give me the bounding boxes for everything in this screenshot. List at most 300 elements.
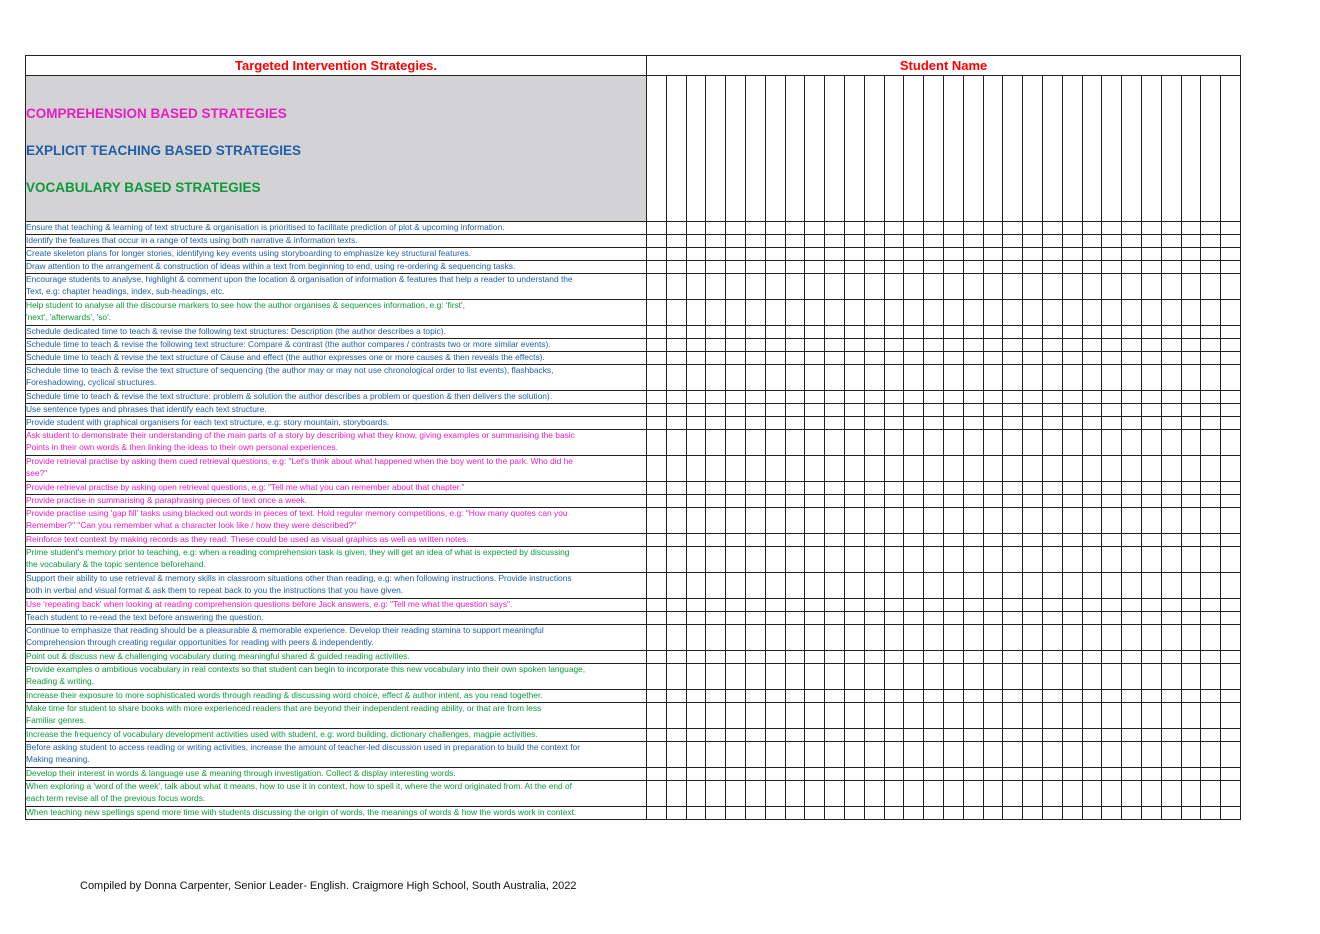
checkbox-cell[interactable] bbox=[1003, 274, 1023, 300]
checkbox-cell[interactable] bbox=[1141, 391, 1161, 404]
checkbox-cell[interactable] bbox=[1042, 339, 1062, 352]
checkbox-cell[interactable] bbox=[1161, 261, 1181, 274]
checkbox-cell[interactable] bbox=[1181, 391, 1201, 404]
checkbox-cell[interactable] bbox=[785, 495, 805, 508]
checkbox-cell[interactable] bbox=[1122, 430, 1142, 456]
checkbox-cell[interactable] bbox=[1201, 391, 1221, 404]
checkbox-cell[interactable] bbox=[983, 690, 1003, 703]
checkbox-cell[interactable] bbox=[1201, 599, 1221, 612]
checkbox-cell[interactable] bbox=[844, 391, 864, 404]
checkbox-cell[interactable] bbox=[1102, 573, 1122, 599]
checkbox-cell[interactable] bbox=[805, 482, 825, 495]
checkbox-cell[interactable] bbox=[943, 612, 963, 625]
checkbox-cell[interactable] bbox=[745, 612, 765, 625]
checkbox-cell[interactable] bbox=[943, 300, 963, 326]
checkbox-cell[interactable] bbox=[1122, 339, 1142, 352]
checkbox-cell[interactable] bbox=[1003, 508, 1023, 534]
checkbox-cell[interactable] bbox=[1161, 404, 1181, 417]
checkbox-cell[interactable] bbox=[983, 703, 1003, 729]
checkbox-cell[interactable] bbox=[825, 300, 845, 326]
checkbox-cell[interactable] bbox=[1122, 781, 1142, 807]
checkbox-cell[interactable] bbox=[1201, 625, 1221, 651]
checkbox-cell[interactable] bbox=[1102, 807, 1122, 820]
checkbox-cell[interactable] bbox=[686, 495, 706, 508]
checkbox-cell[interactable] bbox=[805, 326, 825, 339]
checkbox-cell[interactable] bbox=[904, 703, 924, 729]
checkbox-cell[interactable] bbox=[1042, 781, 1062, 807]
checkbox-cell[interactable] bbox=[1023, 690, 1043, 703]
checkbox-cell[interactable] bbox=[1003, 664, 1023, 690]
checkbox-cell[interactable] bbox=[884, 391, 904, 404]
checkbox-cell[interactable] bbox=[1221, 729, 1241, 742]
checkbox-cell[interactable] bbox=[726, 417, 746, 430]
checkbox-cell[interactable] bbox=[1082, 417, 1102, 430]
checkbox-cell[interactable] bbox=[1122, 495, 1142, 508]
checkbox-cell[interactable] bbox=[706, 664, 726, 690]
checkbox-cell[interactable] bbox=[943, 339, 963, 352]
checkbox-cell[interactable] bbox=[745, 456, 765, 482]
checkbox-cell[interactable] bbox=[924, 703, 944, 729]
checkbox-cell[interactable] bbox=[1023, 365, 1043, 391]
checkbox-cell[interactable] bbox=[864, 742, 884, 768]
checkbox-cell[interactable] bbox=[1181, 222, 1201, 235]
checkbox-cell[interactable] bbox=[686, 248, 706, 261]
checkbox-cell[interactable] bbox=[805, 235, 825, 248]
checkbox-cell[interactable] bbox=[647, 482, 667, 495]
checkbox-cell[interactable] bbox=[706, 612, 726, 625]
student-name-cell[interactable] bbox=[686, 76, 706, 222]
checkbox-cell[interactable] bbox=[825, 612, 845, 625]
checkbox-cell[interactable] bbox=[825, 326, 845, 339]
checkbox-cell[interactable] bbox=[785, 235, 805, 248]
checkbox-cell[interactable] bbox=[943, 625, 963, 651]
checkbox-cell[interactable] bbox=[765, 495, 785, 508]
checkbox-cell[interactable] bbox=[647, 261, 667, 274]
checkbox-cell[interactable] bbox=[1221, 456, 1241, 482]
checkbox-cell[interactable] bbox=[1161, 430, 1181, 456]
checkbox-cell[interactable] bbox=[686, 625, 706, 651]
checkbox-cell[interactable] bbox=[963, 391, 983, 404]
checkbox-cell[interactable] bbox=[785, 573, 805, 599]
checkbox-cell[interactable] bbox=[864, 352, 884, 365]
checkbox-cell[interactable] bbox=[785, 222, 805, 235]
checkbox-cell[interactable] bbox=[884, 222, 904, 235]
checkbox-cell[interactable] bbox=[1102, 326, 1122, 339]
checkbox-cell[interactable] bbox=[1023, 404, 1043, 417]
checkbox-cell[interactable] bbox=[1141, 547, 1161, 573]
checkbox-cell[interactable] bbox=[983, 651, 1003, 664]
checkbox-cell[interactable] bbox=[726, 365, 746, 391]
checkbox-cell[interactable] bbox=[706, 404, 726, 417]
checkbox-cell[interactable] bbox=[785, 742, 805, 768]
checkbox-cell[interactable] bbox=[1003, 352, 1023, 365]
checkbox-cell[interactable] bbox=[666, 664, 686, 690]
checkbox-cell[interactable] bbox=[884, 235, 904, 248]
checkbox-cell[interactable] bbox=[1003, 391, 1023, 404]
checkbox-cell[interactable] bbox=[963, 547, 983, 573]
checkbox-cell[interactable] bbox=[963, 235, 983, 248]
checkbox-cell[interactable] bbox=[745, 261, 765, 274]
checkbox-cell[interactable] bbox=[666, 508, 686, 534]
checkbox-cell[interactable] bbox=[1082, 612, 1102, 625]
checkbox-cell[interactable] bbox=[1161, 235, 1181, 248]
checkbox-cell[interactable] bbox=[765, 612, 785, 625]
checkbox-cell[interactable] bbox=[1003, 547, 1023, 573]
checkbox-cell[interactable] bbox=[785, 482, 805, 495]
checkbox-cell[interactable] bbox=[1221, 742, 1241, 768]
checkbox-cell[interactable] bbox=[844, 729, 864, 742]
checkbox-cell[interactable] bbox=[963, 326, 983, 339]
checkbox-cell[interactable] bbox=[1181, 339, 1201, 352]
checkbox-cell[interactable] bbox=[924, 651, 944, 664]
checkbox-cell[interactable] bbox=[983, 417, 1003, 430]
checkbox-cell[interactable] bbox=[1122, 326, 1142, 339]
checkbox-cell[interactable] bbox=[924, 781, 944, 807]
checkbox-cell[interactable] bbox=[983, 261, 1003, 274]
checkbox-cell[interactable] bbox=[864, 404, 884, 417]
checkbox-cell[interactable] bbox=[943, 326, 963, 339]
checkbox-cell[interactable] bbox=[884, 456, 904, 482]
checkbox-cell[interactable] bbox=[785, 339, 805, 352]
checkbox-cell[interactable] bbox=[904, 235, 924, 248]
checkbox-cell[interactable] bbox=[884, 664, 904, 690]
checkbox-cell[interactable] bbox=[904, 482, 924, 495]
checkbox-cell[interactable] bbox=[1062, 651, 1082, 664]
checkbox-cell[interactable] bbox=[1161, 612, 1181, 625]
checkbox-cell[interactable] bbox=[805, 300, 825, 326]
checkbox-cell[interactable] bbox=[1023, 482, 1043, 495]
checkbox-cell[interactable] bbox=[983, 430, 1003, 456]
checkbox-cell[interactable] bbox=[1023, 300, 1043, 326]
checkbox-cell[interactable] bbox=[1062, 482, 1082, 495]
checkbox-cell[interactable] bbox=[745, 651, 765, 664]
checkbox-cell[interactable] bbox=[647, 781, 667, 807]
checkbox-cell[interactable] bbox=[924, 391, 944, 404]
checkbox-cell[interactable] bbox=[706, 768, 726, 781]
checkbox-cell[interactable] bbox=[785, 326, 805, 339]
checkbox-cell[interactable] bbox=[647, 456, 667, 482]
checkbox-cell[interactable] bbox=[1003, 807, 1023, 820]
checkbox-cell[interactable] bbox=[943, 651, 963, 664]
checkbox-cell[interactable] bbox=[1181, 482, 1201, 495]
checkbox-cell[interactable] bbox=[1102, 365, 1122, 391]
checkbox-cell[interactable] bbox=[1122, 391, 1142, 404]
checkbox-cell[interactable] bbox=[805, 729, 825, 742]
checkbox-cell[interactable] bbox=[943, 573, 963, 599]
checkbox-cell[interactable] bbox=[864, 248, 884, 261]
checkbox-cell[interactable] bbox=[1181, 703, 1201, 729]
checkbox-cell[interactable] bbox=[1003, 729, 1023, 742]
checkbox-cell[interactable] bbox=[1201, 404, 1221, 417]
checkbox-cell[interactable] bbox=[864, 729, 884, 742]
checkbox-cell[interactable] bbox=[666, 690, 686, 703]
checkbox-cell[interactable] bbox=[1161, 456, 1181, 482]
checkbox-cell[interactable] bbox=[943, 807, 963, 820]
checkbox-cell[interactable] bbox=[686, 807, 706, 820]
checkbox-cell[interactable] bbox=[805, 365, 825, 391]
checkbox-cell[interactable] bbox=[706, 495, 726, 508]
checkbox-cell[interactable] bbox=[745, 690, 765, 703]
checkbox-cell[interactable] bbox=[1141, 703, 1161, 729]
checkbox-cell[interactable] bbox=[1122, 404, 1142, 417]
checkbox-cell[interactable] bbox=[745, 222, 765, 235]
checkbox-cell[interactable] bbox=[647, 703, 667, 729]
checkbox-cell[interactable] bbox=[825, 495, 845, 508]
checkbox-cell[interactable] bbox=[1201, 326, 1221, 339]
checkbox-cell[interactable] bbox=[1042, 222, 1062, 235]
checkbox-cell[interactable] bbox=[1122, 534, 1142, 547]
checkbox-cell[interactable] bbox=[1161, 300, 1181, 326]
checkbox-cell[interactable] bbox=[1023, 612, 1043, 625]
checkbox-cell[interactable] bbox=[666, 781, 686, 807]
checkbox-cell[interactable] bbox=[963, 482, 983, 495]
checkbox-cell[interactable] bbox=[686, 729, 706, 742]
checkbox-cell[interactable] bbox=[844, 222, 864, 235]
checkbox-cell[interactable] bbox=[745, 495, 765, 508]
checkbox-cell[interactable] bbox=[1102, 768, 1122, 781]
checkbox-cell[interactable] bbox=[1201, 365, 1221, 391]
checkbox-cell[interactable] bbox=[706, 365, 726, 391]
checkbox-cell[interactable] bbox=[1062, 365, 1082, 391]
checkbox-cell[interactable] bbox=[686, 534, 706, 547]
checkbox-cell[interactable] bbox=[1003, 248, 1023, 261]
checkbox-cell[interactable] bbox=[785, 612, 805, 625]
checkbox-cell[interactable] bbox=[864, 573, 884, 599]
checkbox-cell[interactable] bbox=[864, 391, 884, 404]
checkbox-cell[interactable] bbox=[726, 339, 746, 352]
checkbox-cell[interactable] bbox=[1062, 456, 1082, 482]
checkbox-cell[interactable] bbox=[904, 391, 924, 404]
checkbox-cell[interactable] bbox=[825, 261, 845, 274]
checkbox-cell[interactable] bbox=[1042, 612, 1062, 625]
checkbox-cell[interactable] bbox=[943, 352, 963, 365]
checkbox-cell[interactable] bbox=[1082, 248, 1102, 261]
checkbox-cell[interactable] bbox=[706, 391, 726, 404]
checkbox-cell[interactable] bbox=[686, 339, 706, 352]
checkbox-cell[interactable] bbox=[1023, 274, 1043, 300]
checkbox-cell[interactable] bbox=[686, 326, 706, 339]
checkbox-cell[interactable] bbox=[666, 573, 686, 599]
checkbox-cell[interactable] bbox=[1122, 352, 1142, 365]
student-name-cell[interactable] bbox=[1122, 76, 1142, 222]
checkbox-cell[interactable] bbox=[943, 365, 963, 391]
checkbox-cell[interactable] bbox=[706, 599, 726, 612]
checkbox-cell[interactable] bbox=[1201, 222, 1221, 235]
checkbox-cell[interactable] bbox=[884, 365, 904, 391]
checkbox-cell[interactable] bbox=[825, 547, 845, 573]
checkbox-cell[interactable] bbox=[666, 807, 686, 820]
checkbox-cell[interactable] bbox=[1082, 599, 1102, 612]
checkbox-cell[interactable] bbox=[844, 235, 864, 248]
checkbox-cell[interactable] bbox=[884, 300, 904, 326]
checkbox-cell[interactable] bbox=[785, 456, 805, 482]
checkbox-cell[interactable] bbox=[1003, 300, 1023, 326]
checkbox-cell[interactable] bbox=[805, 599, 825, 612]
checkbox-cell[interactable] bbox=[943, 664, 963, 690]
checkbox-cell[interactable] bbox=[844, 781, 864, 807]
checkbox-cell[interactable] bbox=[1221, 248, 1241, 261]
checkbox-cell[interactable] bbox=[1221, 391, 1241, 404]
checkbox-cell[interactable] bbox=[647, 495, 667, 508]
checkbox-cell[interactable] bbox=[1042, 235, 1062, 248]
checkbox-cell[interactable] bbox=[1023, 651, 1043, 664]
checkbox-cell[interactable] bbox=[864, 274, 884, 300]
checkbox-cell[interactable] bbox=[1062, 625, 1082, 651]
checkbox-cell[interactable] bbox=[963, 495, 983, 508]
checkbox-cell[interactable] bbox=[963, 222, 983, 235]
checkbox-cell[interactable] bbox=[726, 573, 746, 599]
checkbox-cell[interactable] bbox=[943, 729, 963, 742]
checkbox-cell[interactable] bbox=[1161, 274, 1181, 300]
checkbox-cell[interactable] bbox=[884, 703, 904, 729]
checkbox-cell[interactable] bbox=[1201, 781, 1221, 807]
checkbox-cell[interactable] bbox=[864, 768, 884, 781]
checkbox-cell[interactable] bbox=[844, 534, 864, 547]
checkbox-cell[interactable] bbox=[1062, 430, 1082, 456]
checkbox-cell[interactable] bbox=[884, 651, 904, 664]
checkbox-cell[interactable] bbox=[686, 742, 706, 768]
checkbox-cell[interactable] bbox=[1023, 235, 1043, 248]
checkbox-cell[interactable] bbox=[983, 222, 1003, 235]
checkbox-cell[interactable] bbox=[805, 690, 825, 703]
checkbox-cell[interactable] bbox=[1062, 768, 1082, 781]
student-name-cell[interactable] bbox=[805, 76, 825, 222]
checkbox-cell[interactable] bbox=[1141, 690, 1161, 703]
student-name-cell[interactable] bbox=[825, 76, 845, 222]
checkbox-cell[interactable] bbox=[745, 235, 765, 248]
checkbox-cell[interactable] bbox=[1003, 417, 1023, 430]
checkbox-cell[interactable] bbox=[745, 781, 765, 807]
checkbox-cell[interactable] bbox=[1042, 625, 1062, 651]
checkbox-cell[interactable] bbox=[686, 547, 706, 573]
checkbox-cell[interactable] bbox=[1102, 651, 1122, 664]
checkbox-cell[interactable] bbox=[1023, 534, 1043, 547]
checkbox-cell[interactable] bbox=[745, 664, 765, 690]
checkbox-cell[interactable] bbox=[884, 326, 904, 339]
checkbox-cell[interactable] bbox=[1062, 508, 1082, 534]
checkbox-cell[interactable] bbox=[1141, 235, 1161, 248]
checkbox-cell[interactable] bbox=[1181, 417, 1201, 430]
checkbox-cell[interactable] bbox=[924, 729, 944, 742]
checkbox-cell[interactable] bbox=[1122, 365, 1142, 391]
checkbox-cell[interactable] bbox=[686, 235, 706, 248]
checkbox-cell[interactable] bbox=[745, 768, 765, 781]
checkbox-cell[interactable] bbox=[1201, 651, 1221, 664]
checkbox-cell[interactable] bbox=[1082, 456, 1102, 482]
checkbox-cell[interactable] bbox=[1102, 781, 1122, 807]
checkbox-cell[interactable] bbox=[686, 781, 706, 807]
checkbox-cell[interactable] bbox=[805, 651, 825, 664]
checkbox-cell[interactable] bbox=[1201, 768, 1221, 781]
checkbox-cell[interactable] bbox=[785, 807, 805, 820]
checkbox-cell[interactable] bbox=[844, 248, 864, 261]
checkbox-cell[interactable] bbox=[904, 352, 924, 365]
checkbox-cell[interactable] bbox=[844, 417, 864, 430]
checkbox-cell[interactable] bbox=[1221, 768, 1241, 781]
checkbox-cell[interactable] bbox=[963, 456, 983, 482]
checkbox-cell[interactable] bbox=[647, 508, 667, 534]
checkbox-cell[interactable] bbox=[1141, 482, 1161, 495]
checkbox-cell[interactable] bbox=[726, 729, 746, 742]
checkbox-cell[interactable] bbox=[983, 547, 1003, 573]
checkbox-cell[interactable] bbox=[924, 547, 944, 573]
checkbox-cell[interactable] bbox=[884, 534, 904, 547]
checkbox-cell[interactable] bbox=[706, 352, 726, 365]
checkbox-cell[interactable] bbox=[1181, 508, 1201, 534]
checkbox-cell[interactable] bbox=[943, 417, 963, 430]
checkbox-cell[interactable] bbox=[1042, 352, 1062, 365]
checkbox-cell[interactable] bbox=[785, 274, 805, 300]
checkbox-cell[interactable] bbox=[1122, 599, 1142, 612]
checkbox-cell[interactable] bbox=[726, 404, 746, 417]
checkbox-cell[interactable] bbox=[686, 508, 706, 534]
checkbox-cell[interactable] bbox=[963, 404, 983, 417]
checkbox-cell[interactable] bbox=[745, 482, 765, 495]
checkbox-cell[interactable] bbox=[666, 742, 686, 768]
checkbox-cell[interactable] bbox=[884, 248, 904, 261]
checkbox-cell[interactable] bbox=[785, 391, 805, 404]
checkbox-cell[interactable] bbox=[1181, 261, 1201, 274]
checkbox-cell[interactable] bbox=[1023, 742, 1043, 768]
checkbox-cell[interactable] bbox=[706, 742, 726, 768]
checkbox-cell[interactable] bbox=[1003, 768, 1023, 781]
student-name-cell[interactable] bbox=[1023, 76, 1043, 222]
checkbox-cell[interactable] bbox=[884, 625, 904, 651]
checkbox-cell[interactable] bbox=[1141, 417, 1161, 430]
checkbox-cell[interactable] bbox=[983, 612, 1003, 625]
student-name-cell[interactable] bbox=[884, 76, 904, 222]
checkbox-cell[interactable] bbox=[1141, 625, 1161, 651]
checkbox-cell[interactable] bbox=[924, 417, 944, 430]
checkbox-cell[interactable] bbox=[1102, 703, 1122, 729]
checkbox-cell[interactable] bbox=[1221, 508, 1241, 534]
checkbox-cell[interactable] bbox=[864, 690, 884, 703]
checkbox-cell[interactable] bbox=[983, 599, 1003, 612]
checkbox-cell[interactable] bbox=[943, 781, 963, 807]
checkbox-cell[interactable] bbox=[647, 352, 667, 365]
checkbox-cell[interactable] bbox=[647, 365, 667, 391]
checkbox-cell[interactable] bbox=[825, 625, 845, 651]
student-name-cell[interactable] bbox=[1042, 76, 1062, 222]
checkbox-cell[interactable] bbox=[963, 261, 983, 274]
checkbox-cell[interactable] bbox=[1082, 768, 1102, 781]
checkbox-cell[interactable] bbox=[983, 352, 1003, 365]
checkbox-cell[interactable] bbox=[666, 456, 686, 482]
checkbox-cell[interactable] bbox=[943, 742, 963, 768]
checkbox-cell[interactable] bbox=[1141, 326, 1161, 339]
checkbox-cell[interactable] bbox=[1062, 690, 1082, 703]
checkbox-cell[interactable] bbox=[686, 404, 706, 417]
checkbox-cell[interactable] bbox=[1082, 534, 1102, 547]
checkbox-cell[interactable] bbox=[765, 261, 785, 274]
checkbox-cell[interactable] bbox=[825, 391, 845, 404]
checkbox-cell[interactable] bbox=[825, 222, 845, 235]
checkbox-cell[interactable] bbox=[785, 768, 805, 781]
checkbox-cell[interactable] bbox=[983, 326, 1003, 339]
checkbox-cell[interactable] bbox=[805, 495, 825, 508]
checkbox-cell[interactable] bbox=[924, 404, 944, 417]
checkbox-cell[interactable] bbox=[805, 274, 825, 300]
checkbox-cell[interactable] bbox=[1201, 482, 1221, 495]
checkbox-cell[interactable] bbox=[706, 456, 726, 482]
checkbox-cell[interactable] bbox=[666, 365, 686, 391]
checkbox-cell[interactable] bbox=[1141, 742, 1161, 768]
checkbox-cell[interactable] bbox=[1042, 300, 1062, 326]
checkbox-cell[interactable] bbox=[1122, 664, 1142, 690]
checkbox-cell[interactable] bbox=[844, 261, 864, 274]
checkbox-cell[interactable] bbox=[924, 248, 944, 261]
checkbox-cell[interactable] bbox=[1102, 495, 1122, 508]
